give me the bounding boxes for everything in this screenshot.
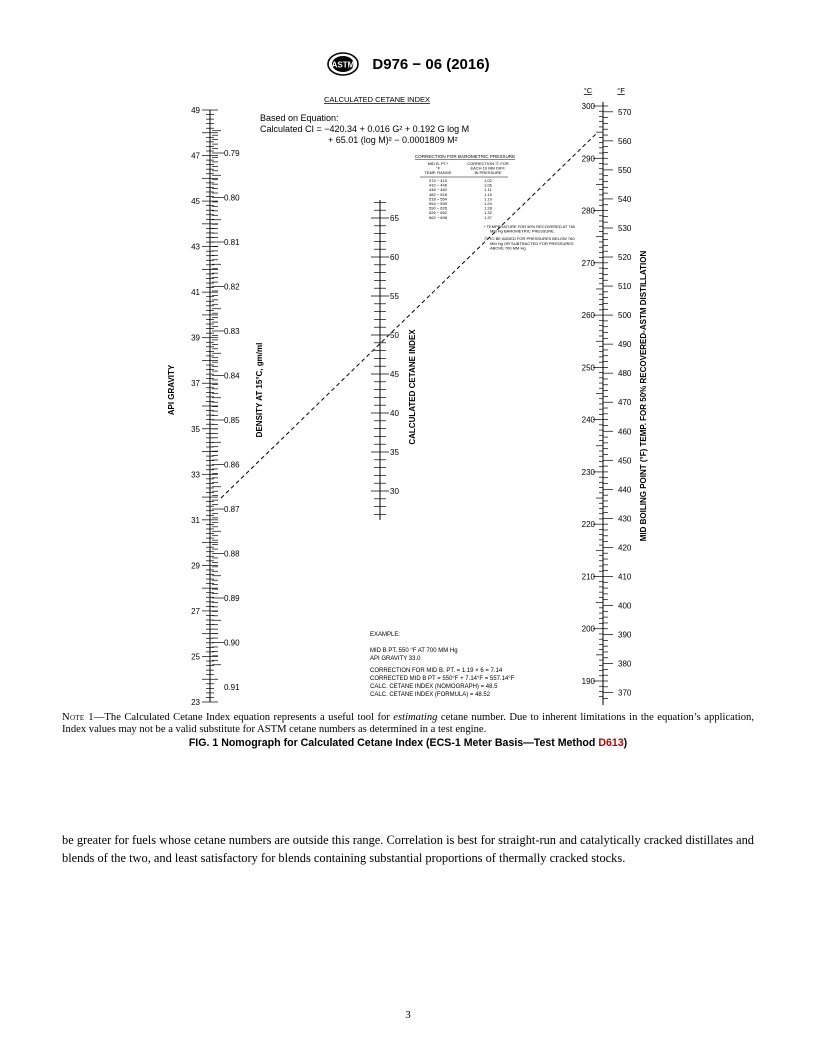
fahrenheit-tick-label: 540 bbox=[618, 194, 632, 204]
figure-caption bbox=[0, 737, 816, 749]
ci-tick-label: 30 bbox=[390, 487, 399, 496]
example-line: CORRECTED MID B PT = 550°F + 7.14°F = 557.14°F bbox=[370, 676, 515, 682]
note-text: —The Calculated Cetane Index equation represents a useful tool for bbox=[93, 712, 394, 723]
nomograph-title: CALCULATED CETANE INDEX bbox=[324, 95, 430, 104]
caption-text: FIG. 1 Nomograph for Calculated Cetane Index (ECS-1 Meter Basis—Test Method bbox=[188, 737, 599, 749]
fahrenheit-tick-label: 510 bbox=[618, 282, 632, 292]
ci-tick-label: 35 bbox=[390, 448, 399, 457]
correction-temp-range: 590 − 626 bbox=[429, 205, 447, 211]
correction-temp-range: 626 − 662 bbox=[429, 210, 447, 216]
celsius-tick-label: 220 bbox=[581, 520, 595, 530]
equation-line: Based on Equation: bbox=[260, 113, 339, 123]
ci-tick-label: 50 bbox=[390, 331, 399, 340]
correction-col-header: °F bbox=[435, 165, 441, 171]
fahrenheit-tick-label: 500 bbox=[618, 311, 632, 321]
correction-value: 1.15 bbox=[484, 191, 492, 197]
api-tick-label: 29 bbox=[191, 561, 200, 571]
fahrenheit-tick-label: 420 bbox=[618, 543, 632, 553]
correction-temp-range: 662 − 698 bbox=[429, 214, 447, 220]
fahrenheit-unit: °F bbox=[617, 86, 625, 95]
density-axis bbox=[212, 131, 240, 692]
density-tick-label: 0.84 bbox=[224, 371, 240, 381]
correction-footnote: * TEMPERATURE FOR 50% RECOVERED AT 760 MM Hg BAROMETRIC PRESSURE. bbox=[484, 224, 576, 234]
fahrenheit-tick-label: 460 bbox=[618, 427, 632, 437]
correction-col-header: TEMP. RANGE bbox=[424, 170, 452, 176]
celsius-tick-label: 290 bbox=[581, 154, 595, 164]
ci-tick-label: 45 bbox=[390, 370, 399, 379]
fahrenheit-tick-label: 400 bbox=[618, 601, 632, 611]
equation-block bbox=[260, 113, 469, 145]
api-tick-label: 25 bbox=[191, 652, 200, 662]
example-line: MID B PT. 550 °F AT 700 MM Hg bbox=[370, 648, 458, 654]
api-tick-label: 41 bbox=[191, 288, 200, 298]
example-line: EXAMPLE: bbox=[370, 632, 401, 638]
celsius-tick-label: 270 bbox=[581, 258, 595, 268]
fahrenheit-tick-label: 530 bbox=[618, 223, 632, 233]
celsius-tick-label: 190 bbox=[581, 677, 595, 686]
correction-temp-range: 410 − 446 bbox=[429, 182, 447, 188]
api-tick-label: 47 bbox=[191, 151, 200, 161]
fahrenheit-tick-label: 410 bbox=[618, 572, 632, 582]
fahrenheit-tick-label: 550 bbox=[618, 165, 632, 175]
correction-col-header: EACH 10 MM DIFF. bbox=[470, 165, 506, 171]
note-text-end: cetane number. Due to inherent limitations in the equation’s application, Index values may not be a valid substitute for ASTM cetane numbers as determined in a test engine. bbox=[62, 712, 754, 735]
density-tick-label: 0.80 bbox=[224, 193, 240, 203]
svg-text:ASTM: ASTM bbox=[332, 60, 355, 70]
api-tick-label: 39 bbox=[191, 333, 200, 343]
document-title: D976 − 06 (2016) bbox=[372, 55, 490, 73]
api-tick-label: 35 bbox=[191, 424, 200, 434]
barometric-correction-table bbox=[415, 154, 576, 250]
api-tick-label: 27 bbox=[191, 606, 200, 616]
correction-temp-range: 446 − 482 bbox=[429, 187, 447, 193]
correction-value: 1.28 bbox=[484, 205, 492, 211]
celsius-tick-label: 200 bbox=[581, 624, 595, 634]
api-tick-label: 33 bbox=[191, 470, 200, 480]
fahrenheit-tick-label: 440 bbox=[618, 485, 632, 495]
fahrenheit-tick-label: 390 bbox=[618, 630, 632, 640]
correction-table-title: CORRECTION FOR BAROMETRIC PRESSURE bbox=[414, 154, 516, 159]
correction-value: 1.11 bbox=[484, 187, 492, 193]
celsius-tick-label: 280 bbox=[581, 206, 595, 216]
ci-tick-label: 65 bbox=[390, 214, 399, 223]
note-emphasis: estimating bbox=[393, 712, 438, 723]
fahrenheit-tick-label: 570 bbox=[618, 107, 632, 117]
density-tick-label: 0.82 bbox=[224, 282, 240, 292]
celsius-tick-label: 240 bbox=[581, 415, 595, 425]
celsius-tick-label: 260 bbox=[581, 311, 595, 321]
ci-tick-label: 40 bbox=[390, 409, 399, 418]
fahrenheit-tick-label: 490 bbox=[618, 340, 632, 350]
density-tick-label: 0.90 bbox=[224, 638, 240, 648]
ci-tick-label: 60 bbox=[390, 253, 399, 262]
caption-reference-link[interactable]: D613 bbox=[598, 737, 624, 749]
correction-value: 1.19 bbox=[484, 196, 492, 202]
fahrenheit-tick-label: 520 bbox=[618, 253, 632, 263]
figure-note bbox=[62, 712, 754, 736]
equation-line: + 65.01 (log M)² − 0.0001809 M² bbox=[328, 135, 458, 145]
correction-col-header: IN PRESSURE bbox=[474, 170, 502, 176]
page-number: 3 bbox=[405, 1009, 411, 1021]
density-tick-label: 0.88 bbox=[224, 549, 240, 559]
temperature-axis bbox=[582, 102, 632, 705]
celsius-tick-label: 210 bbox=[581, 572, 595, 582]
example-block bbox=[370, 632, 515, 698]
api-tick-label: 49 bbox=[191, 106, 200, 115]
fahrenheit-tick-label: 560 bbox=[618, 136, 632, 146]
correction-col-header: MID B. PT.* bbox=[427, 161, 449, 166]
celsius-unit: °C bbox=[583, 86, 593, 95]
correction-value: 1.24 bbox=[484, 201, 492, 206]
correction-value: 1.02 bbox=[484, 178, 492, 183]
note-label: Note 1 bbox=[62, 712, 94, 723]
fahrenheit-tick-label: 480 bbox=[618, 369, 632, 379]
api-gravity-label: API GRAVITY bbox=[167, 364, 176, 416]
density-tick-label: 0.86 bbox=[224, 460, 240, 470]
api-tick-label: 31 bbox=[191, 515, 200, 525]
correction-value: 1.32 bbox=[484, 210, 492, 216]
mid-boiling-point-label: MID BOILING POINT (°F) TEMP. FOR 50% RECOVERED-ASTM DISTILLATION bbox=[639, 250, 648, 542]
cetane-index-axis bbox=[371, 200, 399, 520]
celsius-tick-label: 230 bbox=[581, 467, 595, 477]
correction-col-header: CORRECTION ⓪ FOR bbox=[467, 161, 509, 166]
correction-footnote: ⓪ TO BE ADDED FOR PRESSURES BELOW 760 MM Hg OR SUBTRACTED FOR PRESSURES ABOVE 760 MM Hg bbox=[484, 236, 575, 251]
api-tick-label: 43 bbox=[191, 242, 200, 252]
celsius-tick-label: 300 bbox=[581, 102, 595, 111]
density-tick-label: 0.91 bbox=[224, 683, 240, 692]
fahrenheit-tick-label: 370 bbox=[618, 688, 632, 698]
density-tick-label: 0.85 bbox=[224, 416, 240, 425]
correction-temp-range: 374 − 410 bbox=[429, 178, 447, 183]
correction-temp-range: 482 − 518 bbox=[429, 191, 447, 197]
correction-value: 1.37 bbox=[484, 214, 492, 220]
example-line: CALC. CETANE INDEX (NOMOGRAPH) = 48.5 bbox=[370, 684, 498, 690]
api-tick-label: 45 bbox=[191, 197, 200, 207]
api-tick-label: 37 bbox=[191, 379, 200, 389]
example-line: API GRAVITY 33.0 bbox=[370, 656, 421, 662]
example-line: CALC. CETANE INDEX (FORMULA) = 48.52 bbox=[370, 692, 491, 698]
api-tick-label: 23 bbox=[191, 698, 200, 707]
correction-temp-range: 554 − 590 bbox=[429, 201, 447, 206]
celsius-tick-label: 250 bbox=[581, 363, 595, 373]
body-paragraph: be greater for fuels whose cetane numbers are outside this range. Correlation is best for straight-run and catalytically cracked distillates and blends of the two, and least satisfactory for blends containing substantial proportions of thermally cracked stocks. bbox=[62, 833, 754, 865]
density-tick-label: 0.81 bbox=[224, 238, 240, 247]
density-tick-label: 0.87 bbox=[224, 505, 240, 514]
fahrenheit-tick-label: 470 bbox=[618, 398, 632, 408]
density-tick-label: 0.79 bbox=[224, 149, 240, 158]
fahrenheit-tick-label: 380 bbox=[618, 659, 632, 669]
ci-tick-label: 55 bbox=[390, 292, 399, 301]
fahrenheit-tick-label: 450 bbox=[618, 456, 632, 466]
density-tick-label: 0.89 bbox=[224, 594, 240, 603]
cetane-index-label: CALCULATED CETANE INDEX bbox=[408, 329, 417, 445]
density-tick-label: 0.83 bbox=[224, 327, 240, 336]
correction-temp-range: 518 − 554 bbox=[429, 196, 447, 202]
density-label: DENSITY AT 15°C, gm/ml bbox=[255, 342, 264, 438]
example-line: CORRECTION FOR MID B. PT. = 1.19 × 6 = 7.14 bbox=[370, 668, 503, 674]
caption-close: ) bbox=[623, 737, 628, 749]
fahrenheit-tick-label: 430 bbox=[618, 514, 632, 524]
correction-value: 1.06 bbox=[484, 182, 492, 188]
equation-line: Calculated CI = −420.34 + 0.016 G² + 0.192 G log M bbox=[260, 124, 470, 134]
